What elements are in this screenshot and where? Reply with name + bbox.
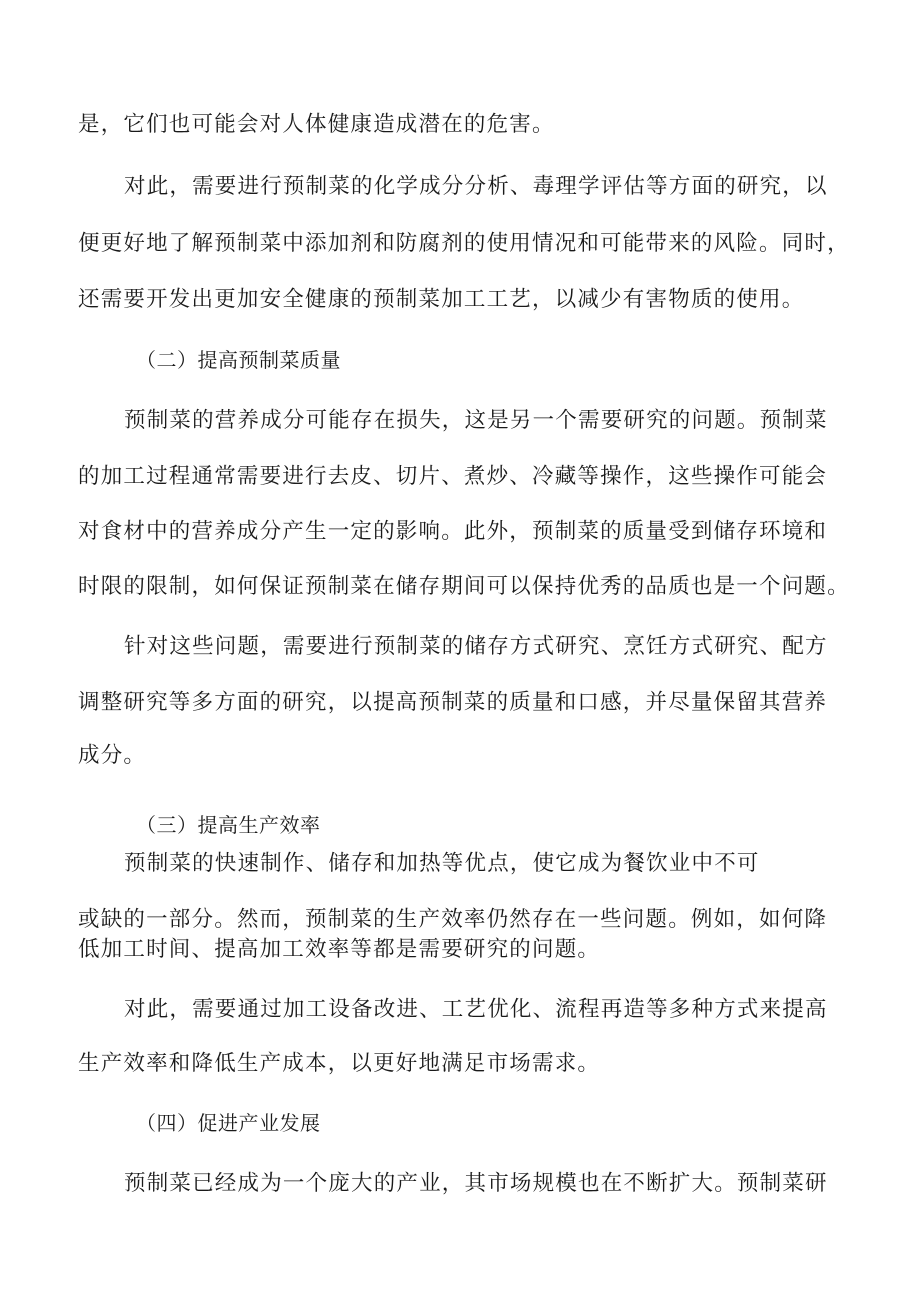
section-heading: （二）提高预制菜质量 — [136, 348, 341, 372]
body-text-line: 便更好地了解预制菜中添加剂和防腐剂的使用情况和可能带来的风险。同时， — [78, 231, 850, 256]
body-text-line: 的加工过程通常需要进行去皮、切片、煮炒、冷藏等操作，这些操作可能会 — [78, 464, 828, 489]
body-text-line: 调整研究等多方面的研究，以提高预制菜的质量和口感，并尽量保留其营养 — [78, 690, 828, 715]
body-text-line: 预制菜的营养成分可能存在损失，这是另一个需要研究的问题。预制菜 — [124, 408, 828, 433]
body-text-line: 时限的限制，如何保证预制菜在储存期间可以保持优秀的品质也是一个问题。 — [78, 574, 850, 599]
body-text-line: 成分。 — [78, 743, 147, 768]
section-heading: （三）提高生产效率 — [136, 813, 321, 837]
body-text-line: 对此，需要通过加工设备改进、工艺优化、流程再造等多种方式来提高 — [124, 997, 828, 1022]
body-text-line: 低加工时间、提高加工效率等都是需要研究的问题。 — [78, 937, 601, 962]
body-text-line: 预制菜已经成为一个庞大的产业，其市场规模也在不断扩大。预制菜研 — [124, 1171, 828, 1196]
body-text-line: 对食材中的营养成分产生一定的影响。此外，预制菜的质量受到储存环境和 — [78, 519, 828, 544]
body-text-line: 或缺的一部分。然而，预制菜的生产效率仍然存在一些问题。例如，如何降 — [78, 907, 828, 932]
body-text-line: 是，它们也可能会对人体健康造成潜在的危害。 — [78, 112, 555, 137]
body-text-line: 还需要开发出更加安全健康的预制菜加工工艺，以减少有害物质的使用。 — [78, 287, 805, 312]
section-heading: （四）促进产业发展 — [136, 1111, 321, 1135]
body-text-line: 对此，需要进行预制菜的化学成分分析、毒理学评估等方面的研究，以 — [124, 174, 828, 199]
body-text-line: 生产效率和降低生产成本，以更好地满足市场需求。 — [78, 1051, 601, 1076]
body-text-line: 预制菜的快速制作、储存和加热等优点，使它成为餐饮业中不可 — [124, 851, 760, 876]
body-text-line: 针对这些问题，需要进行预制菜的储存方式研究、烹饪方式研究、配方 — [124, 634, 828, 659]
